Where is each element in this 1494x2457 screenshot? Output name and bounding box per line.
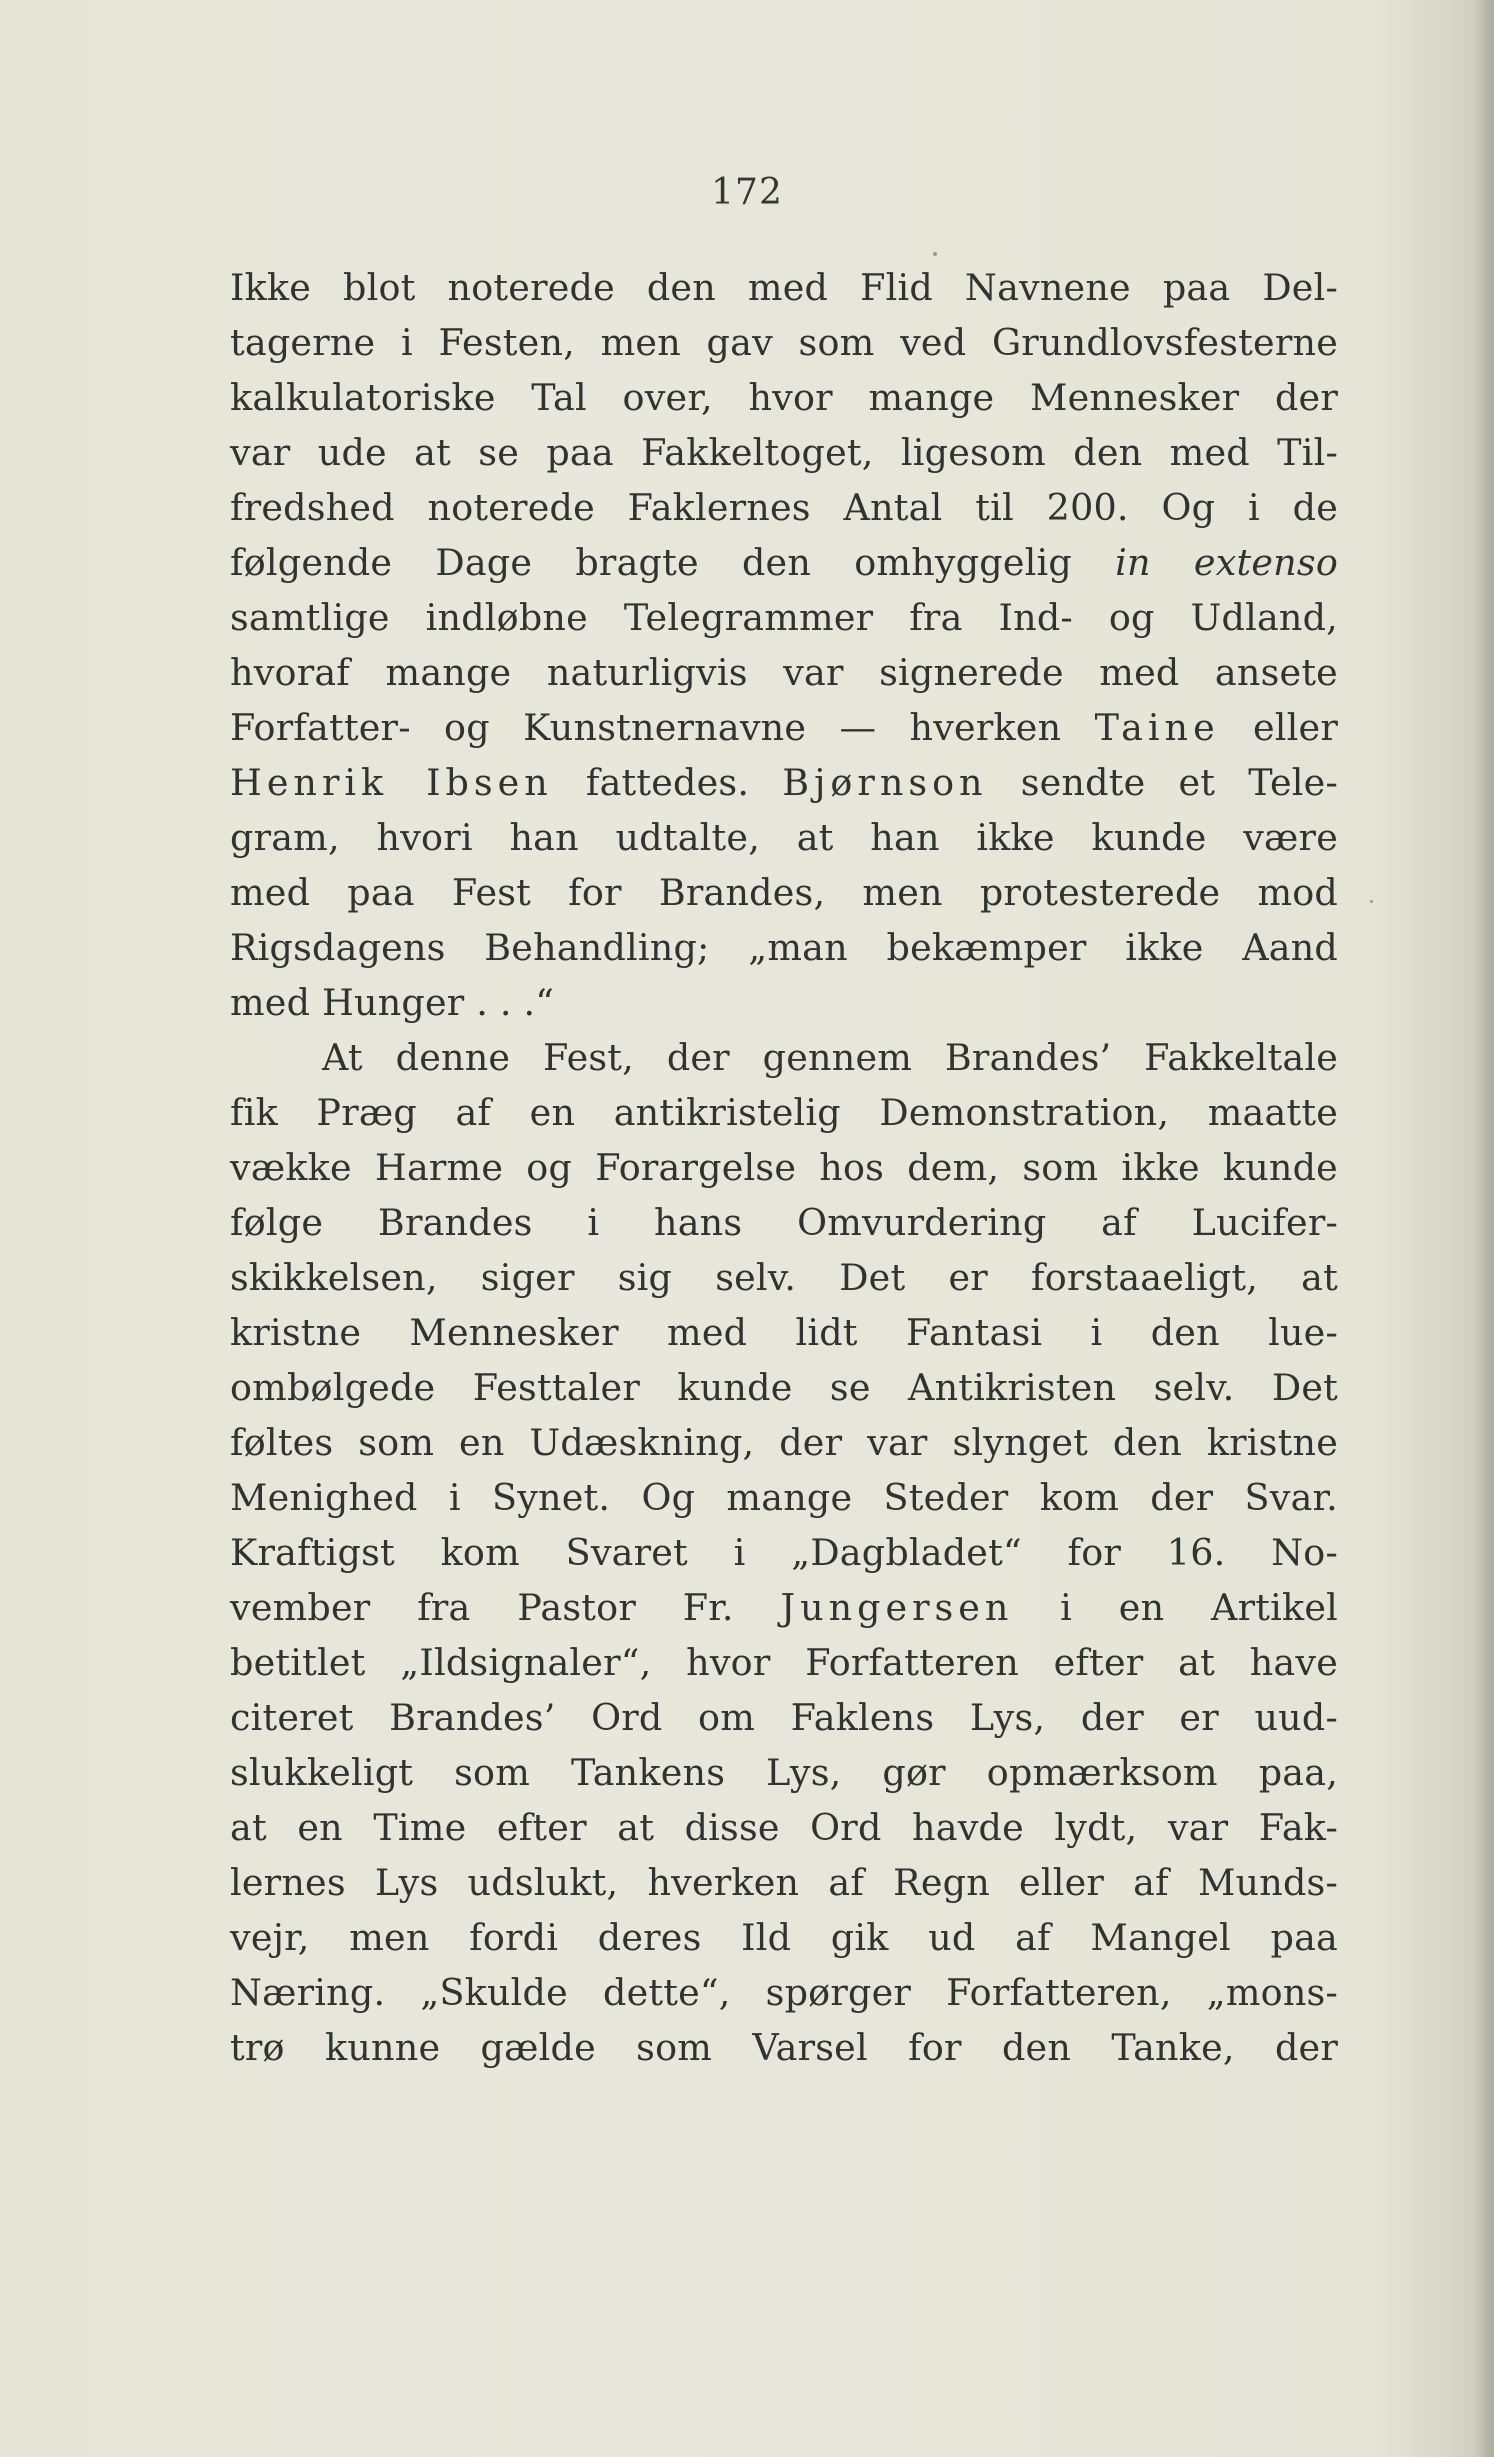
text-line: at en Time efter at disse Ord havde lydt, var Fak- bbox=[230, 1806, 1338, 1849]
text-line: hvoraf mange naturligvis var signerede med ansete bbox=[230, 651, 1338, 694]
text-line: med Hunger . . .“ bbox=[230, 981, 555, 1024]
text-line: slukkeligt som Tankens Lys, gør opmærksom paa, bbox=[230, 1751, 1338, 1794]
text-line: Rigsdagens Behandling; „man bekæmper ikke Aand bbox=[230, 926, 1338, 969]
text-line: føltes som en Udæskning, der var slynget den kristne bbox=[230, 1421, 1338, 1464]
text-line: Menighed i Synet. Og mange Steder kom der Svar. bbox=[230, 1476, 1338, 1519]
text-line-segment: følgende Dage bragte den omhyggelig bbox=[230, 541, 1116, 584]
paper-speck bbox=[933, 252, 937, 256]
emphasis-jungersen: Jungersen bbox=[780, 1586, 1014, 1629]
emphasis-bjornson: Bjørnson bbox=[782, 761, 988, 804]
text-line: kristne Mennesker med lidt Fantasi i den lue- bbox=[230, 1311, 1338, 1354]
text-line bbox=[230, 700, 1338, 755]
text-line: Kraftigst kom Svaret i „Dagbladet“ for 16. No- bbox=[230, 1531, 1338, 1574]
text-line: med paa Fest for Brandes, men protesterede mod bbox=[230, 871, 1338, 914]
emphasis-henrik-ibsen: Henrik Ibsen bbox=[230, 761, 553, 804]
text-line: kalkulatoriske Tal over, hvor mange Mennesker der bbox=[230, 376, 1338, 419]
text-line-segment: fattedes. bbox=[552, 761, 783, 804]
body-text bbox=[230, 260, 1338, 2075]
text-line: lernes Lys udslukt, hverken af Regn eller af Munds- bbox=[230, 1861, 1338, 1904]
text-line-segment: vember fra Pastor Fr. bbox=[230, 1586, 781, 1629]
text-line: vække Harme og Forargelse hos dem, som ikke kunde bbox=[230, 1146, 1338, 1189]
emphasis-taine: Taine bbox=[1094, 706, 1220, 749]
text-line: følge Brandes i hans Omvurdering af Lucifer- bbox=[230, 1201, 1338, 1244]
text-line: Næring. „Skulde dette“, spørger Forfatteren, „mons- bbox=[230, 1971, 1338, 2014]
text-line: trø kunne gælde som Varsel for den Tanke, der bbox=[230, 2026, 1338, 2069]
text-line: ombølgede Festtaler kunde se Antikristen selv. Det bbox=[230, 1366, 1338, 1409]
text-line: citeret Brandes’ Ord om Faklens Lys, der er uud- bbox=[230, 1696, 1338, 1739]
text-line: samtlige indløbne Telegrammer fra Ind- og Udland, bbox=[230, 596, 1338, 639]
emphasis-in-extenso: in extenso bbox=[1115, 541, 1338, 584]
paper-speck bbox=[1370, 900, 1373, 903]
text-line: betitlet „Ildsignaler“, hvor Forfatteren efter at have bbox=[230, 1641, 1338, 1684]
text-line bbox=[230, 1580, 1338, 1635]
page-number: 172 bbox=[711, 172, 783, 213]
text-line: fredshed noterede Faklernes Antal til 200. Og i de bbox=[230, 486, 1338, 529]
text-line: At denne Fest, der gennem Brandes’ Fakkeltale bbox=[322, 1036, 1338, 1079]
text-line: gram, hvori han udtalte, at han ikke kunde være bbox=[230, 816, 1338, 859]
text-line-segment: i en Artikel bbox=[1013, 1586, 1338, 1629]
text-line: vejr, men fordi deres Ild gik ud af Mangel paa bbox=[230, 1916, 1338, 1959]
text-line: fik Præg af en antikristelig Demonstration, maatte bbox=[230, 1091, 1338, 1134]
text-line: Ikke blot noterede den med Flid Navnene paa Del- bbox=[230, 266, 1338, 309]
text-line: var ude at se paa Fakkeltoget, ligesom den med Til- bbox=[230, 431, 1338, 474]
page-edge-shadow bbox=[1474, 0, 1494, 2457]
text-line-segment: Forfatter- og Kunstnernavne — hverken bbox=[230, 706, 1095, 749]
text-line-segment: eller bbox=[1219, 706, 1338, 749]
text-line: skikkelsen, siger sig selv. Det er forstaaeligt, at bbox=[230, 1256, 1338, 1299]
text-line-segment: sendte et Tele- bbox=[987, 761, 1338, 804]
text-line bbox=[230, 535, 1338, 590]
text-line bbox=[230, 755, 1338, 810]
text-line: tagerne i Festen, men gav som ved Grundlovsfesterne bbox=[230, 321, 1338, 364]
